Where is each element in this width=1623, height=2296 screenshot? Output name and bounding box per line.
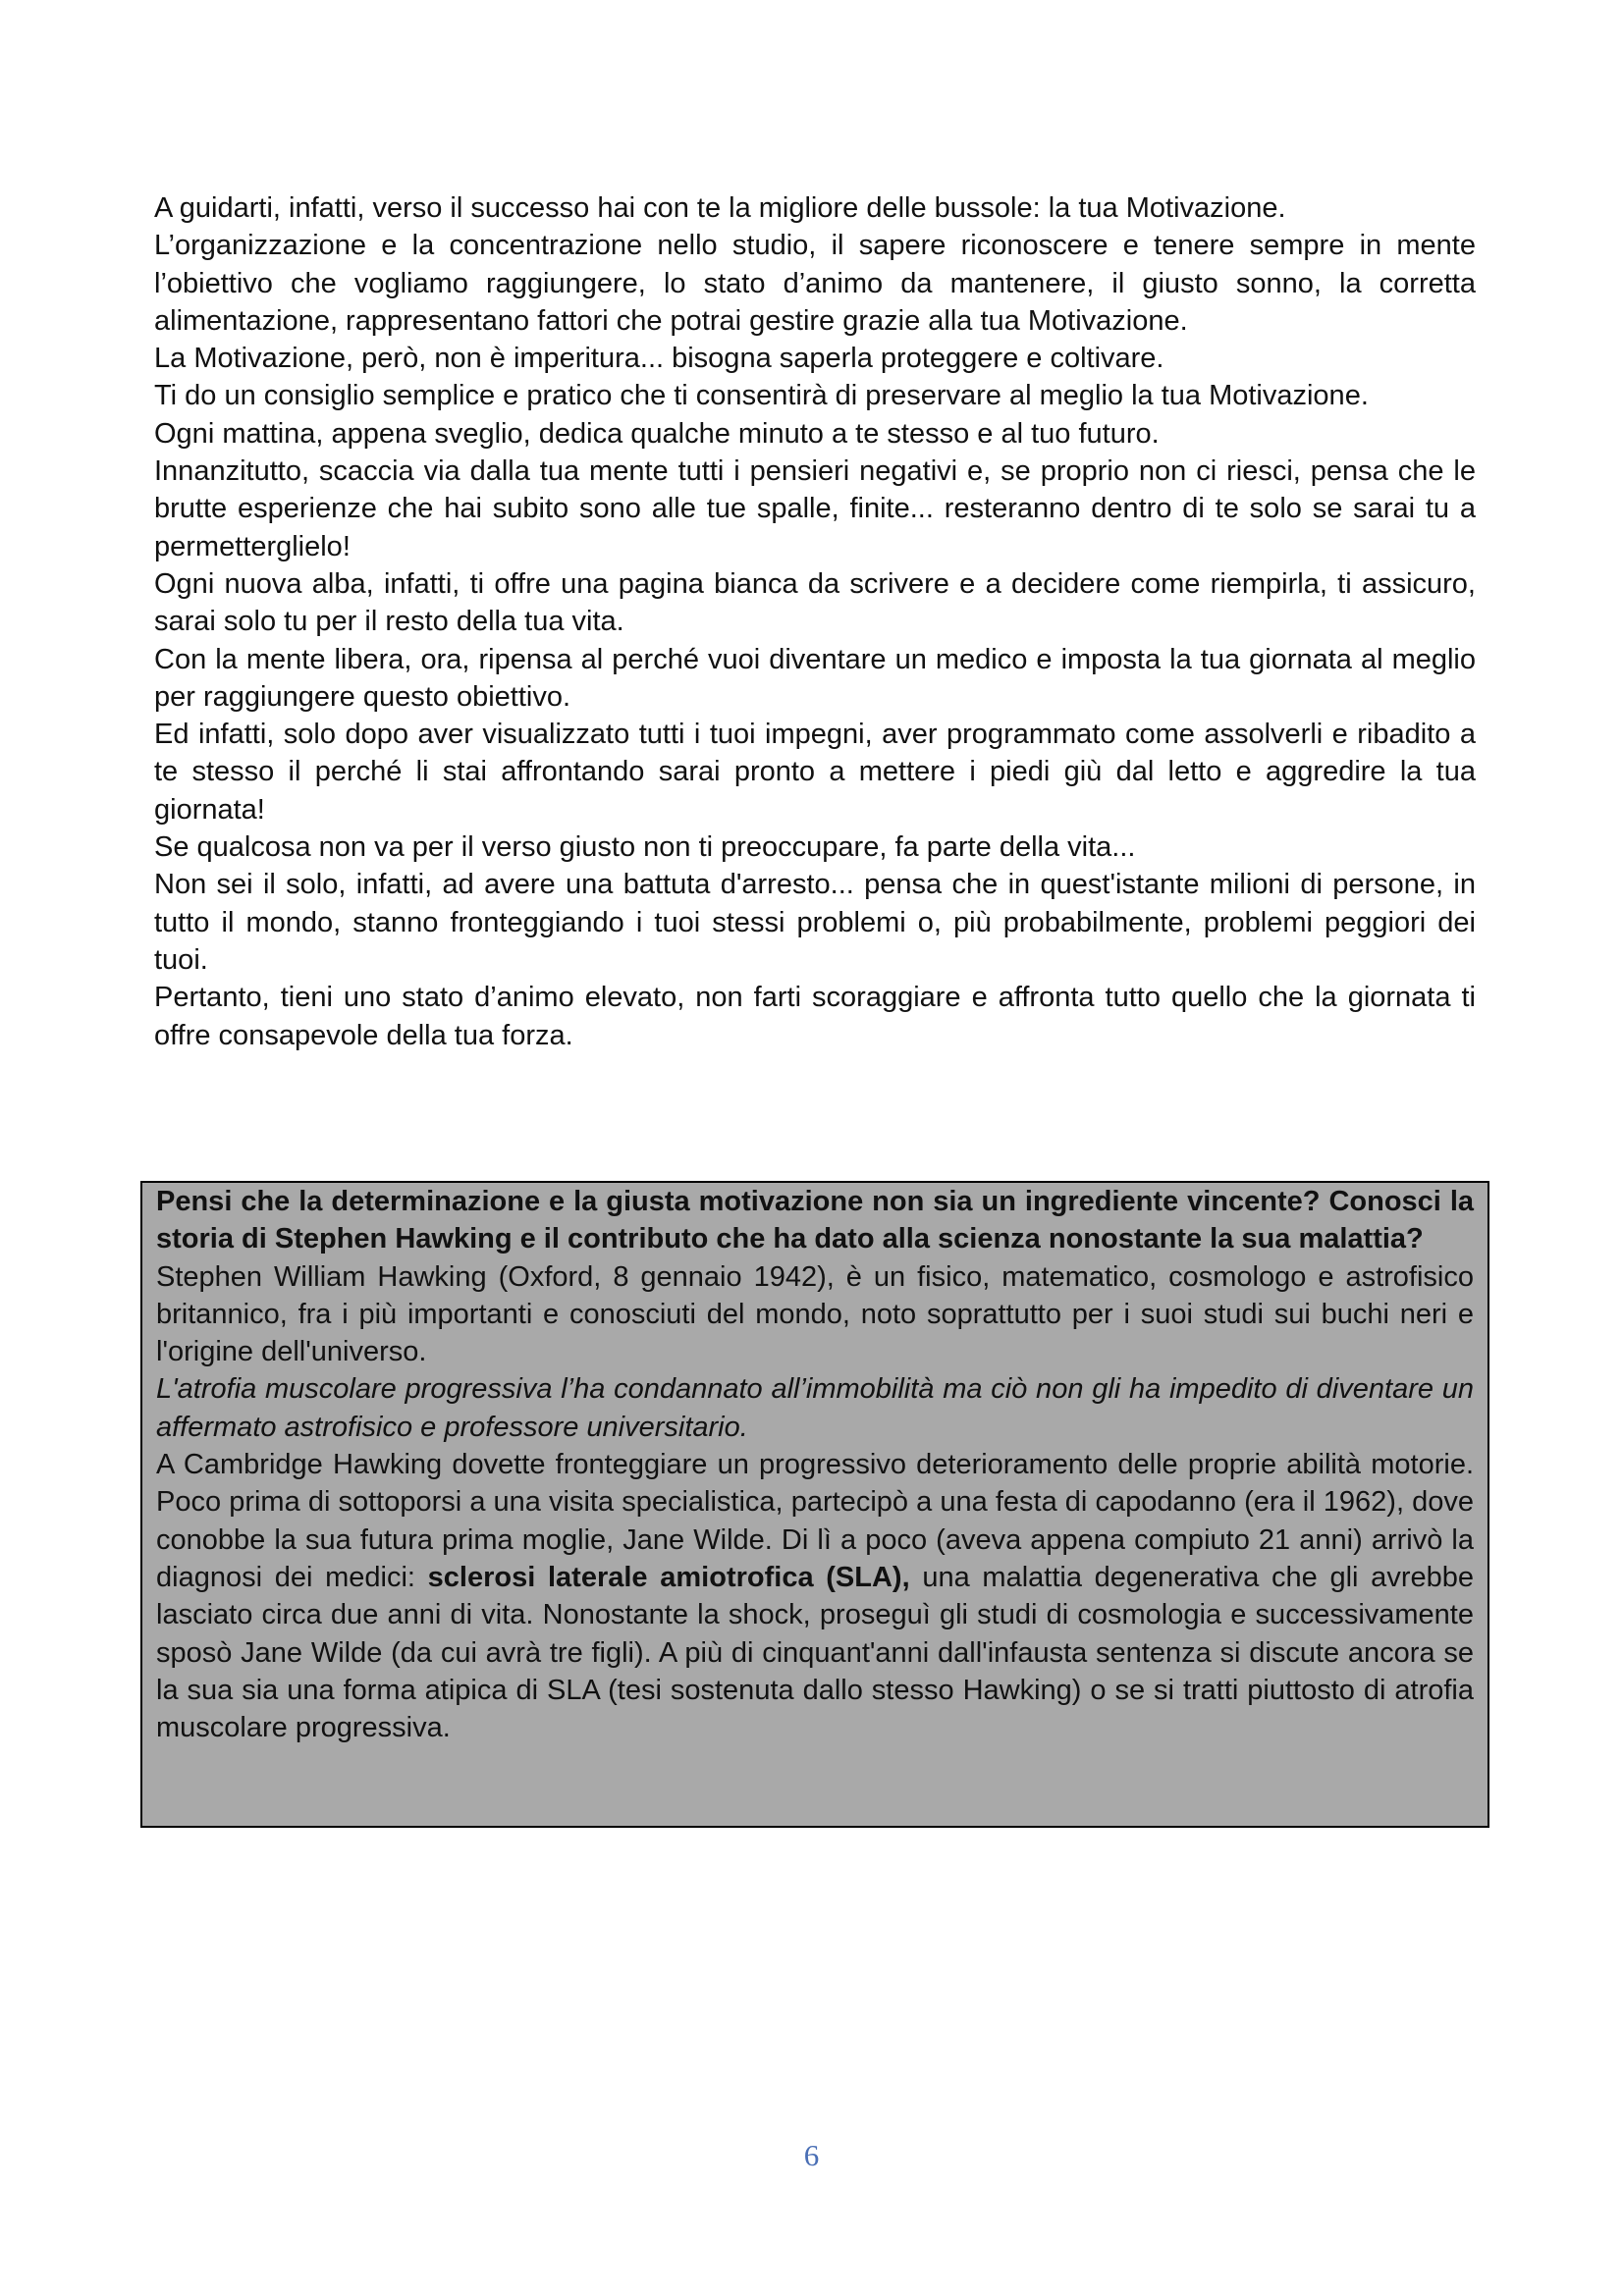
callout-heading: Pensi che la determinazione e la giusta motivazione non sia un ingrediente vincente? Conosci la storia di Stephen Hawking e il contributo che ha dato alla scienza nonostante la sua malattia?	[156, 1186, 1474, 1255]
callout-quote: L'atrofia muscolare progressiva l’ha condannato all’immobilità ma ciò non gli ha impedito di diventare un affermato astrofisico e professore universitario.	[156, 1373, 1474, 1443]
page-number: 6	[803, 2138, 820, 2172]
paragraph: Innanzitutto, scaccia via dalla tua mente tutti i pensieri negativi e, se proprio non ci riesci, pensa che le brutte esperienze che hai subito sono alle tue spalle, finite... resteranno dentro di te solo se sarai tu a permetterglielo!	[154, 455, 1476, 562]
paragraph: Ti do un consiglio semplice e pratico che ti consentirà di preservare al meglio la tua Motivazione.	[154, 380, 1369, 412]
callout-story-text: una malattia degenerativa che gli avrebbe lasciato circa due anni di vita. Nonostante la shock, proseguì gli studi di cosmologia e successivamente sposò Jane Wilde (da cui avrà tre figli). A più di cinquant'anni dall'infausta sentenza si discute ancora se la sua sia una forma atipica di SLA (tesi sostenuta dallo stesso Hawking) o se si tratti piuttosto di atrofia muscolare progressiva.	[156, 1561, 1474, 1744]
paragraph: Pertanto, tieni uno stato d’animo elevato, non farti scoraggiare e affronta tutto quello che la giornata ti offre consapevole della tua forza.	[154, 982, 1476, 1051]
paragraph: L’organizzazione e la concentrazione nello studio, il sapere riconoscere e tenere sempre in mente l’obiettivo che vogliamo raggiungere, lo stato d’animo da mantenere, il giusto sonno, la corretta alimentazione, rappresentano fattori che potrai gestire grazie alla tua Motivazione.	[154, 230, 1476, 337]
paragraph: Con la mente libera, ora, ripensa al perché vuoi diventare un medico e imposta la tua giornata al meglio per raggiungere questo obiettivo.	[154, 643, 1476, 713]
paragraph: Ed infatti, solo dopo aver visualizzato tutti i tuoi impegni, aver programmato come assolverli e ribadito a te stesso il perché li stai affrontando sarai pronto a mettere i piedi giù dal letto e aggredire la tua giornata!	[154, 719, 1476, 826]
paragraph: Ogni mattina, appena sveglio, dedica qualche minuto a te stesso e al tuo futuro.	[154, 417, 1160, 450]
hawking-callout-box	[140, 1181, 1489, 1828]
callout-bio: Stephen William Hawking (Oxford, 8 gennaio 1942), è un fisico, matematico, cosmologo e astrofisico britannico, fra i più importanti e conosciuti del mondo, noto soprattutto per i suoi studi sui buchi neri e l'origine dell'universo.	[156, 1260, 1474, 1368]
paragraph: A guidarti, infatti, verso il successo hai con te la migliore delle bussole: la tua Motivazione.	[154, 192, 1286, 224]
paragraph: Non sei il solo, infatti, ad avere una battuta d'arresto... pensa che in quest'istante milioni di persone, in tutto il mondo, stanno fronteggiando i tuoi stessi problemi o, più probabilmente, problemi peggiori dei tuoi.	[154, 869, 1476, 976]
callout-story-text: A Cambridge Hawking dovette fronteggiare un progressivo deterioramento delle proprie abilità motorie. Poco prima di sottoporsi a una visita specialistica, partecipò a una festa di capodanno (era il 1962), dove conobbe la sua futura prima moglie, Jane Wilde. Di lì a poco (aveva appena compiuto 21 anni) arrivò la diagnosi dei medici:	[156, 1449, 1474, 1593]
callout-diagnosis: sclerosi laterale amiotrofica (SLA),	[427, 1561, 910, 1593]
body-text	[154, 189, 1476, 1054]
callout-story	[156, 1446, 1474, 1746]
paragraph: Ogni nuova alba, infatti, ti offre una pagina bianca da scrivere e a decidere come riempirla, ti assicuro, sarai solo tu per il resto della tua vita.	[154, 567, 1476, 638]
paragraph: Se qualcosa non va per il verso giusto non ti preoccupare, fa parte della vita...	[154, 831, 1136, 864]
paragraph: La Motivazione, però, non è imperitura... bisogna saperla proteggere e coltivare.	[154, 343, 1164, 375]
